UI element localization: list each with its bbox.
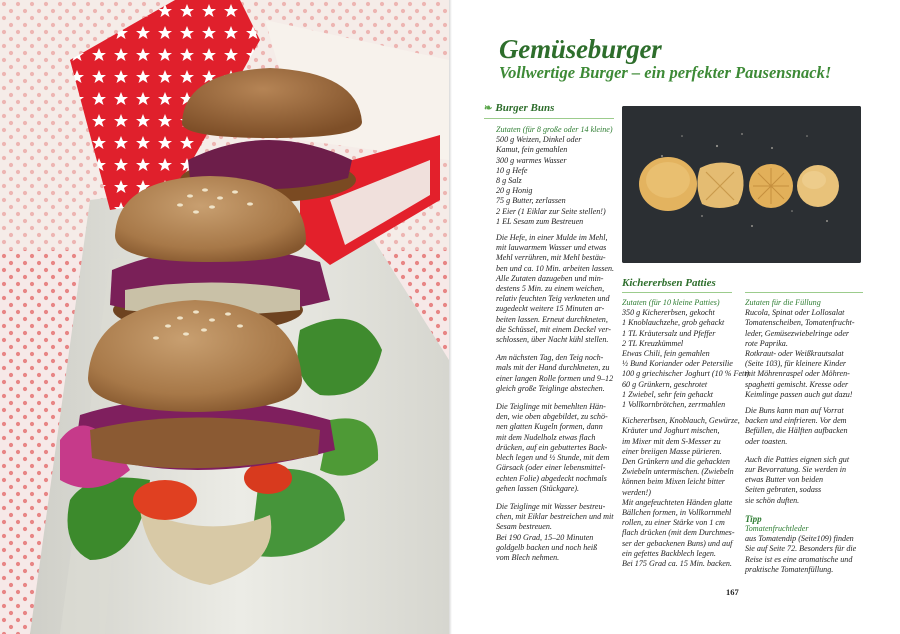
ingredient-item: 350 g Kichererbsen, gekocht [622, 308, 715, 318]
instruction-paragraph-line: goldgelb backen und noch heiß [496, 542, 598, 552]
buns-instructions [496, 233, 626, 563]
tipp-text [745, 534, 870, 575]
filling-ingredients-heading: Zutaten für die Füllung [745, 298, 821, 307]
filling-item: Rotkraut- oder Weißkrautsalat [745, 349, 844, 359]
note-paragraph-line: zur Bevorratung. Sie werden in [745, 465, 847, 475]
instruction-paragraph [496, 233, 626, 345]
instruction-paragraph-line: mit dem Nudelholz etwas flach [496, 432, 596, 442]
instruction-paragraph-line: zugedeckt weitere 15 Minuten ar- [496, 304, 605, 314]
filling-item: leder, Gemüsezwiebelringe oder [745, 328, 850, 338]
instruction-paragraph-line: flach drücken (mit dem Durchmes- [622, 528, 735, 538]
filling-column [745, 298, 870, 575]
note-paragraph-line: oder toasten. [745, 436, 788, 446]
instruction-paragraph-line: gleich große Teiglinge abstechen. [496, 383, 605, 393]
burger-photo-illustration [0, 0, 449, 634]
instruction-paragraph-line: Zwiebeln untermischen. (Zwiebeln [622, 467, 734, 477]
buns-ingredients-list [496, 135, 626, 227]
recipe-page [452, 0, 900, 634]
section-rule-filling [745, 292, 863, 293]
instruction-paragraph [496, 353, 626, 394]
instruction-paragraph-line: ser der gebackenen Buns) und auf [622, 538, 733, 548]
instruction-paragraph [496, 502, 626, 563]
leaf-icon: ❧ [484, 103, 493, 114]
ingredient-item: 75 g Butter, zerlassen [496, 196, 566, 206]
note-paragraph-line: Seiten gebraten, sodass [745, 485, 822, 495]
note-paragraph-line: etwas Butter von beiden [745, 475, 823, 485]
ingredient-item: Kamut, fein gemahlen [496, 145, 568, 155]
filling-item: mit Möhrenraspel oder Möhren- [745, 369, 850, 379]
ingredient-item: 2 TL Kreuzkümmel [622, 338, 684, 348]
tipp-line: Sie auf Seite 72. Besonders für die [745, 544, 857, 554]
ingredient-item: 300 g warmes Wasser [496, 155, 567, 165]
instruction-paragraph-line: vom Blech nehmen. [496, 552, 560, 562]
filling-item: Rucola, Spinat oder Lollosalat [745, 308, 845, 318]
ingredient-item: ½ Bund Koriander oder Petersilie [622, 359, 733, 369]
instruction-paragraph-line: mals mit der Hand durchkneten, zu [496, 363, 610, 373]
instruction-paragraph-line: Kräuter und Joghurt mischen, [622, 426, 720, 436]
patties-instructions [622, 416, 744, 569]
instruction-paragraph-line: gehen lassen (Stückgare). [496, 483, 580, 493]
patties-ingredients-heading: Zutaten (für 10 kleine Patties) [622, 298, 720, 307]
note-paragraph-line: Auch die Patties eignen sich gut [745, 454, 850, 464]
instruction-paragraph-line: Kichererbsen, Knoblauch, Gewürze, [622, 416, 740, 426]
instruction-paragraph-line: relativ feuchten Teig verkneten und [496, 294, 610, 304]
instruction-paragraph-line: schlossen, über Nacht kühl stellen. [496, 335, 609, 345]
instruction-paragraph [622, 416, 744, 569]
ingredient-item: 1 TL Kräutersalz und Pfeffer [622, 328, 716, 338]
section-heading-patties: Kichererbsen Patties [622, 277, 716, 289]
section-heading-buns: ❧ Burger Buns [484, 102, 555, 114]
instruction-paragraph-line: Bällchen formen, in Vollkornmehl [622, 508, 732, 518]
page-number: 167 [726, 587, 739, 597]
instruction-paragraph-line: Mehl verrühren, mit Mehl bestäu- [496, 253, 606, 263]
ingredient-item: 60 g Grünkern, geschrotet [622, 379, 708, 389]
instruction-paragraph-line: Alle Zutaten dazugeben und min- [496, 273, 604, 283]
filling-item: rote Paprika. [745, 338, 788, 348]
instruction-paragraph-line: Die Hefe, in einer Mulde im Mehl, [496, 233, 608, 243]
instruction-paragraph-line: Die Teiglinge mit Wasser bestreu- [496, 501, 606, 511]
buns-ingredients-heading: Zutaten (für 8 große oder 14 kleine) [496, 125, 613, 134]
instruction-paragraph-line: destens 5 Min. zu einem weichen, [496, 284, 605, 294]
patties-column [622, 298, 750, 569]
instruction-paragraph-line: Bei 175 Grad ca. 15 Min. backen. [622, 559, 732, 569]
filling-item: (Seite 103), für kleinere Kinder [745, 359, 847, 369]
burger-photo [0, 0, 449, 634]
ingredient-item: 2 Eier (1 Eiklar zur Seite stellen!) [496, 206, 606, 216]
filling-ingredients-list [745, 308, 870, 400]
note-paragraph-line: Die Buns kann man auf Vorrat [745, 406, 844, 416]
tipp-subheading: Tomatenfruchtleder [745, 524, 809, 534]
instruction-paragraph-line: im Mixer mit dem S-Messer zu [622, 436, 721, 446]
buns-column [496, 125, 626, 563]
instruction-paragraph-line: Den Grünkern und die gehackten [622, 457, 730, 467]
instruction-paragraph-line: die Schüssel, mit einem Deckel ver- [496, 324, 611, 334]
instruction-paragraph-line: Sesam bestreuen. [496, 522, 552, 532]
filling-notes [745, 406, 870, 506]
section-rule-patties [622, 292, 732, 293]
ingredient-item: 500 g Weizen, Dinkel oder [496, 135, 582, 145]
instruction-paragraph-line: drücken, auf ein gebuttertes Back- [496, 442, 608, 452]
note-paragraph [745, 406, 870, 447]
ingredient-item: 10 g Hefe [496, 165, 528, 175]
instruction-paragraph-line: Bei 190 Grad, 15–20 Minuten [496, 532, 594, 542]
note-paragraph [745, 455, 870, 506]
dough-balls-illustration [622, 106, 861, 263]
note-paragraph-line: backen und einfrieren. Vor dem [745, 416, 847, 426]
instruction-paragraph [496, 402, 626, 494]
ingredient-item: 1 EL Sesam zum Bestreuen [496, 216, 584, 226]
tipp-line: Reise ist es eine aromatische und [745, 554, 853, 564]
dough-balls-photo [622, 106, 861, 263]
tipp-line: aus Tomatendip (Seite109) finden [745, 534, 854, 544]
instruction-paragraph-line: den, wie oben abgebildet, zu schö- [496, 412, 608, 422]
note-paragraph-line: sie schön duften. [745, 495, 800, 505]
ingredient-item: 100 g griechischer Joghurt (10 % Fett) [622, 369, 750, 379]
recipe-title: Gemüseburger [499, 34, 662, 64]
filling-item: spaghetti gemischt. Kresse oder [745, 379, 849, 389]
instruction-paragraph-line: mit lauwarmem Wasser und etwas [496, 243, 607, 253]
instruction-paragraph-line: einer langen Rolle formen und 9–12 [496, 373, 614, 383]
note-paragraph-line: Befüllen, die Hälften aufbacken [745, 426, 848, 436]
instruction-paragraph-line: beiten lassen. Erneut durchkneten, [496, 314, 608, 324]
instruction-paragraph-line: ein gefettes Backblech legen. [622, 548, 716, 558]
instruction-paragraph-line: werden!) [622, 487, 651, 497]
ingredient-item: 20 g Honig [496, 186, 533, 196]
ingredient-item: 8 g Salz [496, 176, 522, 186]
ingredient-item: 1 Zwiebel, sehr fein gehackt [622, 389, 714, 399]
ingredient-item: 1 Knoblauchzehe, grob gehackt [622, 318, 725, 328]
instruction-paragraph-line: ben und ca. 10 Min. arbeiten lassen. [496, 263, 615, 273]
instruction-paragraph-line: Gärsack (oder einer lebensmittel- [496, 463, 606, 473]
section-rule-buns [484, 118, 614, 119]
instruction-paragraph-line: chen, mit Eiklar bestreichen und mit [496, 512, 614, 522]
tipp-line: praktische Tomatenfüllung. [745, 564, 834, 574]
instruction-paragraph-line: können beim Mixen leicht bitter [622, 477, 725, 487]
instruction-paragraph-line: Die Teiglinge mit bemehlten Hän- [496, 402, 606, 412]
ingredient-item: Etwas Chili, fein gemahlen [622, 349, 710, 359]
instruction-paragraph-line: blech legen und ½ Stunde, mit dem [496, 453, 610, 463]
instruction-paragraph-line: einer breiigen Masse pürieren. [622, 446, 722, 456]
ingredient-item: 1 Vollkornbrötchen, zerrmahlen [622, 400, 726, 410]
tipp-label: Tipp [745, 513, 762, 524]
instruction-paragraph-line: Mit angefeuchteten Händen glatte [622, 497, 733, 507]
instruction-paragraph-line: echten Folie) abgedeckt nochmals [496, 473, 607, 483]
instruction-paragraph-line: Am nächsten Tag, den Teig noch- [496, 353, 604, 363]
patties-ingredients-list [622, 308, 750, 410]
recipe-subtitle: Vollwertige Burger – ein perfekter Pausensnack! [499, 63, 832, 82]
filling-item: Keimlinge passen auch gut dazu! [745, 389, 853, 399]
instruction-paragraph-line: rollen, zu einer Stärke von 1 cm [622, 518, 725, 528]
filling-item: Tomatenscheiben, Tomatenfrucht- [745, 318, 855, 328]
instruction-paragraph-line: nen glatten Kugeln formen, dann [496, 422, 603, 432]
